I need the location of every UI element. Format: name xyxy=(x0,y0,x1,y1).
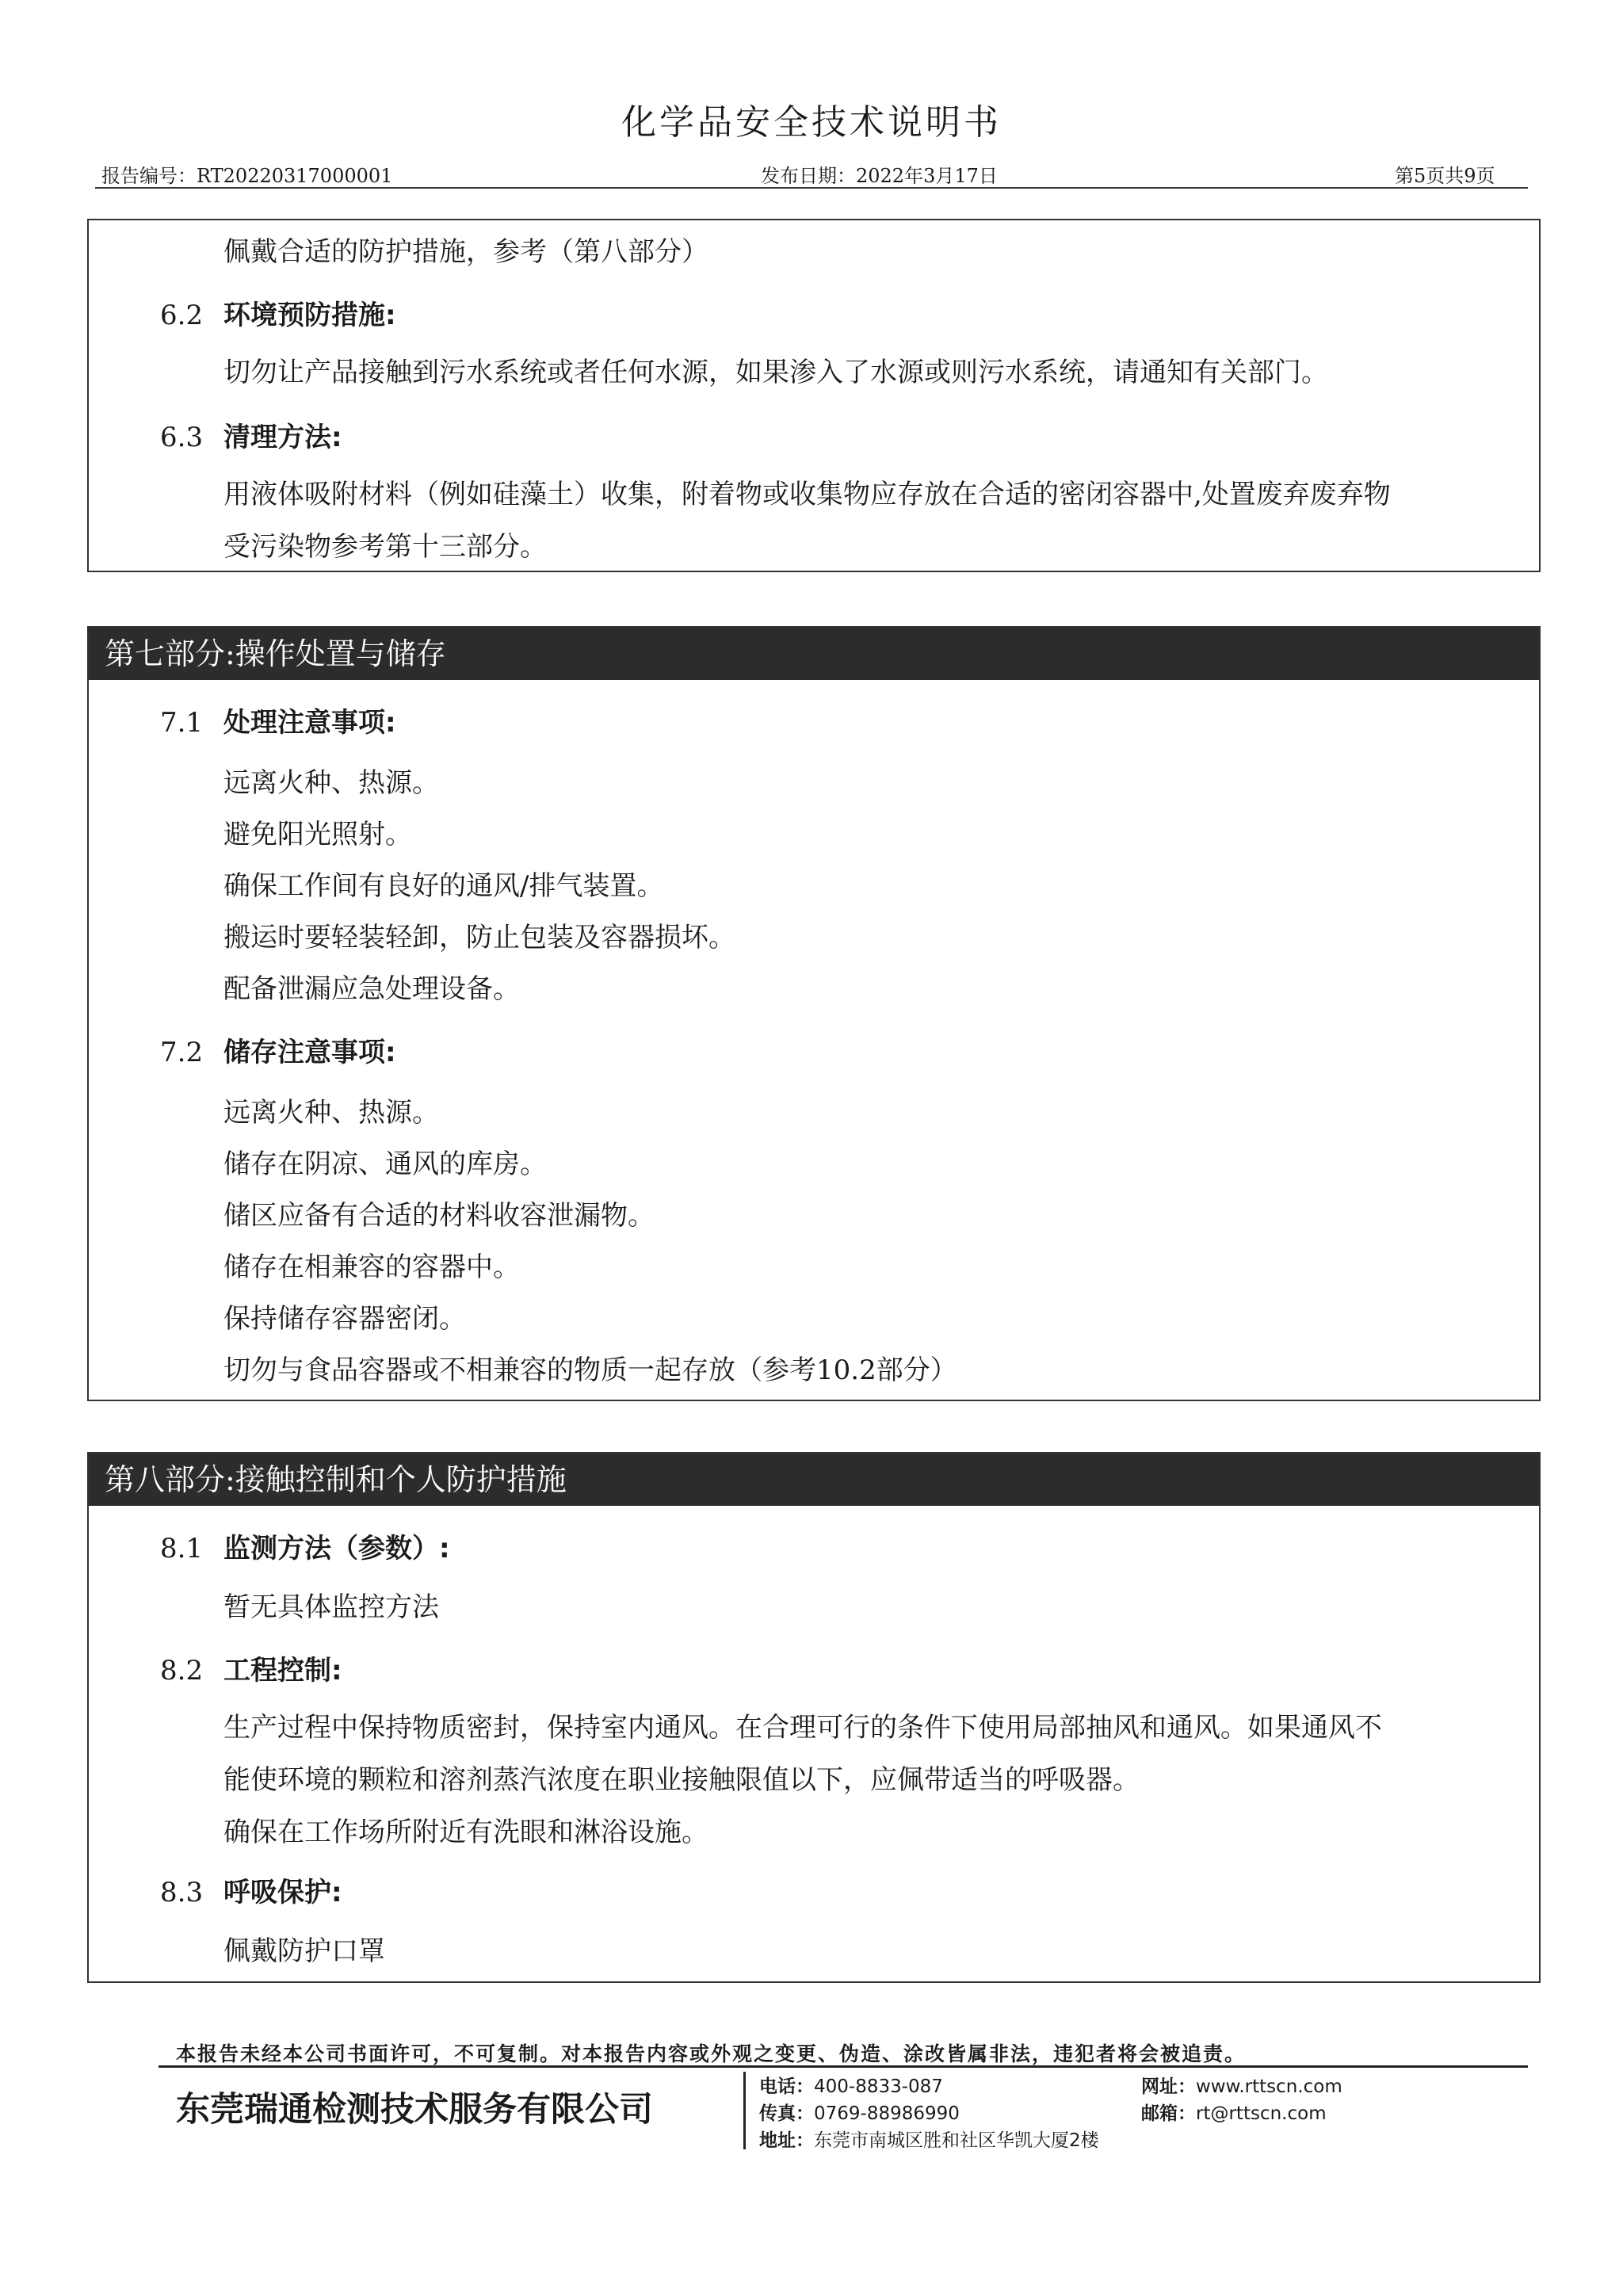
phone-info xyxy=(759,2072,943,2098)
text-line: 能使环境的颗粒和溶剂蒸汽浓度在职业接触限值以下，应佩带适当的呼吸器。 xyxy=(223,1764,1140,1796)
subsection-number: 6.2 xyxy=(160,300,204,331)
publish-date: 发布日期：2022年3月17日 xyxy=(761,165,998,187)
text-line: 暂无具体监控方法 xyxy=(223,1591,439,1623)
fax-label: 传真： xyxy=(759,2103,814,2124)
page-info: 第5页共9页 xyxy=(1395,165,1495,187)
subsection-8-3 xyxy=(160,1870,342,1909)
text-line: 切勿与食品容器或不相兼容的物质一起存放（参考10.2部分） xyxy=(223,1354,957,1386)
section6-intro: 佩戴合适的防护措施，参考（第八部分） xyxy=(223,236,708,268)
website-label: 网址： xyxy=(1141,2076,1196,2097)
address-value: 东莞市南城区胜和社区华凯大厦2楼 xyxy=(814,2130,1099,2151)
subsection-title: 工程控制: xyxy=(223,1655,342,1687)
fax-value: 0769-88986990 xyxy=(814,2103,960,2124)
email-label: 邮箱： xyxy=(1141,2103,1196,2124)
text-line: 确保工作间有良好的通风/排气装置。 xyxy=(223,870,664,902)
footer-separator xyxy=(743,2072,746,2149)
text-line: 配备泄漏应急处理设备。 xyxy=(223,973,520,1005)
text-line: 远离火种、热源。 xyxy=(223,1097,439,1129)
text-line: 用液体吸附材料（例如硅藻土）收集，附着物或收集物应存放在合适的密闭容器中,处置废弃废弃物 xyxy=(223,479,1391,510)
subsection-number: 6.3 xyxy=(160,422,204,453)
subsection-8-1 xyxy=(160,1526,450,1565)
text-line: 远离火种、热源。 xyxy=(223,767,439,799)
email-info xyxy=(1141,2099,1327,2125)
subsection-number: 7.2 xyxy=(160,1037,204,1068)
address-info xyxy=(759,2126,1099,2152)
subsection-title: 监测方法（参数）: xyxy=(223,1533,450,1564)
email-link[interactable]: rt@rttscn.com xyxy=(1196,2103,1327,2124)
header-divider xyxy=(95,187,1528,189)
text-line: 确保在工作场所附近有洗眼和淋浴设施。 xyxy=(223,1817,708,1848)
website-link[interactable]: www.rttscn.com xyxy=(1196,2076,1342,2097)
text-line: 佩戴防护口罩 xyxy=(223,1935,385,1967)
phone-label: 电话： xyxy=(759,2076,814,2097)
text-line: 储区应备有合适的材料收容泄漏物。 xyxy=(223,1200,655,1232)
subsection-number: 8.1 xyxy=(160,1533,204,1564)
text-line: 储存在相兼容的容器中。 xyxy=(223,1251,520,1283)
subsection-6-3 xyxy=(160,415,342,454)
subsection-title: 呼吸保护: xyxy=(223,1877,342,1908)
copyright-notice: 本报告未经本公司书面许可，不可复制。对本报告内容或外观之变更、伪造、涂改皆属非法，违犯者将会被追责。 xyxy=(176,2042,1247,2065)
subsection-title: 处理注意事项: xyxy=(223,707,396,739)
text-line: 储存在阴凉、通风的库房。 xyxy=(223,1148,547,1180)
company-name: 东莞瑞通检测技术服务有限公司 xyxy=(176,2090,653,2130)
document-title: 化学品安全技术说明书 xyxy=(621,102,1002,143)
subsection-title: 储存注意事项: xyxy=(223,1037,396,1068)
phone-value: 400-8833-087 xyxy=(814,2076,943,2097)
text-line: 搬运时要轻装轻卸，防止包装及容器损坏。 xyxy=(223,922,735,953)
website-info xyxy=(1141,2072,1342,2098)
text-line: 避免阳光照射。 xyxy=(223,819,412,850)
text-line: 保持储存容器密闭。 xyxy=(223,1303,466,1335)
section8-heading: 第八部分:接触控制和个人防护措施 xyxy=(89,1454,1539,1506)
section7-box xyxy=(87,626,1541,1401)
subsection-6-2 xyxy=(160,293,396,332)
subsection-7-2 xyxy=(160,1030,396,1069)
section6-box xyxy=(87,219,1541,572)
fax-info xyxy=(759,2099,960,2125)
subsection-title: 环境预防措施: xyxy=(223,300,396,331)
subsection-8-2 xyxy=(160,1648,342,1687)
subsection-title: 清理方法: xyxy=(223,422,342,453)
subsection-number: 7.1 xyxy=(160,707,204,739)
section7-heading: 第七部分:操作处置与储存 xyxy=(89,628,1539,680)
text-line: 生产过程中保持物质密封，保持室内通风。在合理可行的条件下使用局部抽风和通风。如果通风不 xyxy=(223,1712,1382,1744)
section8-box xyxy=(87,1452,1541,1983)
address-label: 地址： xyxy=(759,2130,814,2151)
subsection-number: 8.2 xyxy=(160,1655,204,1687)
text-line: 切勿让产品接触到污水系统或者任何水源，如果渗入了水源或则污水系统，请通知有关部门。 xyxy=(223,357,1328,388)
report-number: 报告编号：RT20220317000001 xyxy=(101,165,393,187)
text-line: 受污染物参考第十三部分。 xyxy=(223,531,547,563)
subsection-7-1 xyxy=(160,701,396,739)
footer-divider xyxy=(158,2065,1528,2068)
subsection-number: 8.3 xyxy=(160,1877,204,1908)
